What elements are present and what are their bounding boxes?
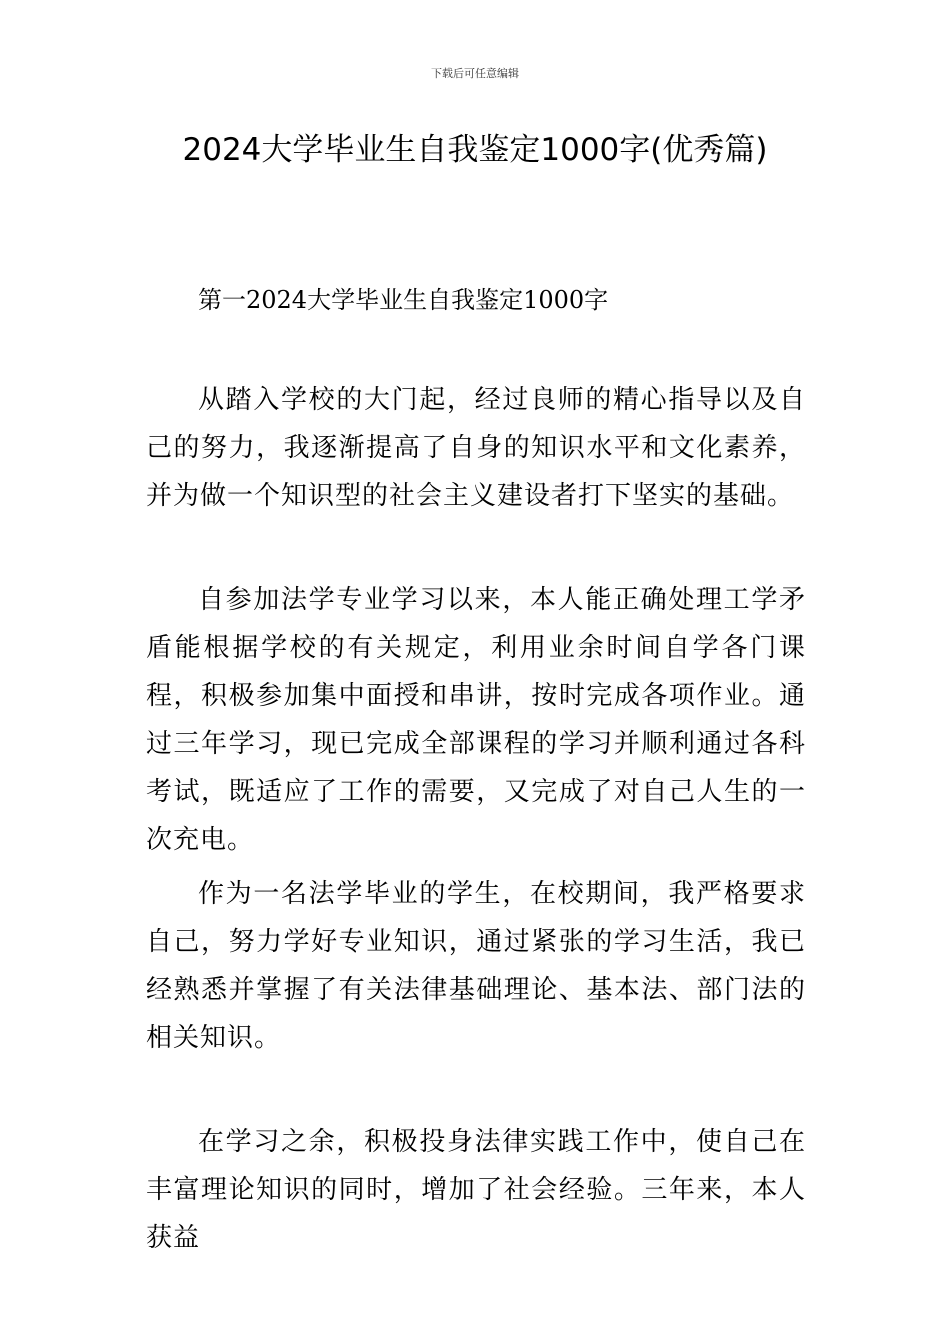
paragraph-4: 在学习之余，积极投身法律实践工作中，使自己在丰富理论知识的同时，增加了社会经验。三年来，本人获益 xyxy=(146,1127,806,1253)
paragraph-3: 作为一名法学毕业的学生，在校期间，我严格要求自己，努力学好专业知识，通过紧张的学习生活，我已经熟悉并掌握了有关法律基础理论、基本法、部门法的相关知识。 xyxy=(146,879,806,1053)
paragraph-1: 从踏入学校的大门起，经过良师的精心指导以及自己的努力，我逐渐提高了自身的知识水平和文化素养，并为做一个知识型的社会主义建设者打下坚实的基础。 xyxy=(146,385,806,511)
paragraph-2: 自参加法学专业学习以来，本人能正确处理工学矛盾能根据学校的有关规定，利用业余时间自学各门课程，积极参加集中面授和串讲，按时完成各项作业。通过三年学习，现已完成全部课程的学习并顺利通过各科考试，既适应了工作的需要，又完成了对自己人生的一次充电。 xyxy=(146,585,806,855)
header-note: 下载后可任意编辑 xyxy=(431,67,519,80)
section-heading: 第一2024大学毕业生自我鉴定1000字 xyxy=(198,286,609,314)
document-title: 2024大学毕业生自我鉴定1000字(优秀篇) xyxy=(182,132,768,168)
